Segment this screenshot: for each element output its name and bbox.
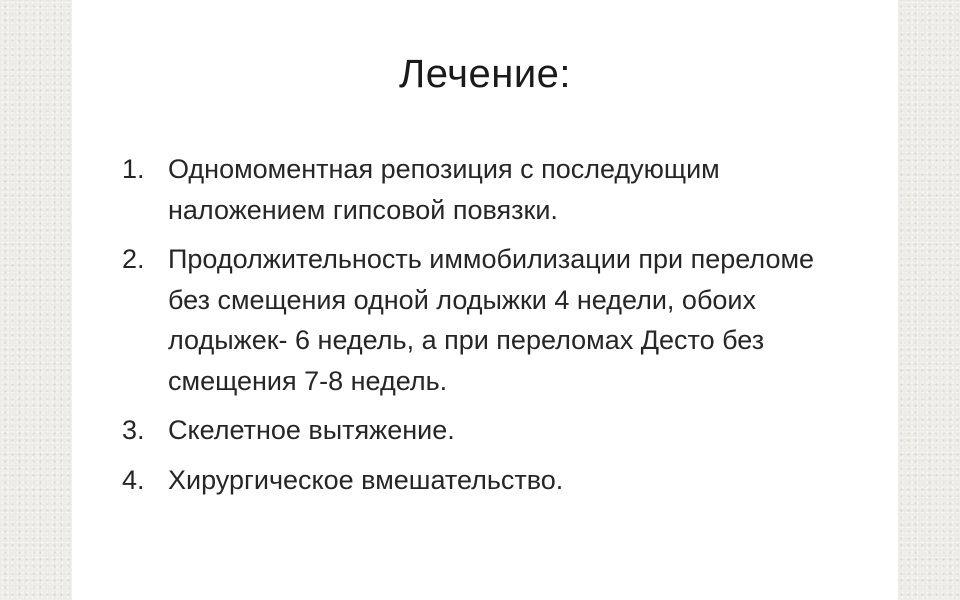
item-number: 3. (122, 415, 145, 445)
item-text: Хирургическое вмешательство. (168, 464, 564, 495)
list-item (122, 460, 842, 501)
list-item (122, 410, 842, 451)
item-text: Продолжительность иммобилизации при переломе без смещения одной лодыжки 4 недели, обоих лодыжек- 6 недель, а при переломах Десто без смещения 7-8 недель. (168, 244, 815, 396)
item-text: Одномоментная репозиция с последующим наложением гипсовой повязки. (168, 154, 720, 225)
slide (72, 0, 898, 600)
list-item (122, 149, 842, 230)
item-number: 1. (122, 154, 145, 184)
item-number: 2. (122, 244, 145, 274)
slide-title: Лечение: (398, 52, 572, 96)
item-number: 4. (122, 464, 145, 495)
list-item (122, 239, 842, 401)
treatment-list (122, 149, 842, 509)
item-text: Скелетное вытяжение. (168, 415, 455, 445)
